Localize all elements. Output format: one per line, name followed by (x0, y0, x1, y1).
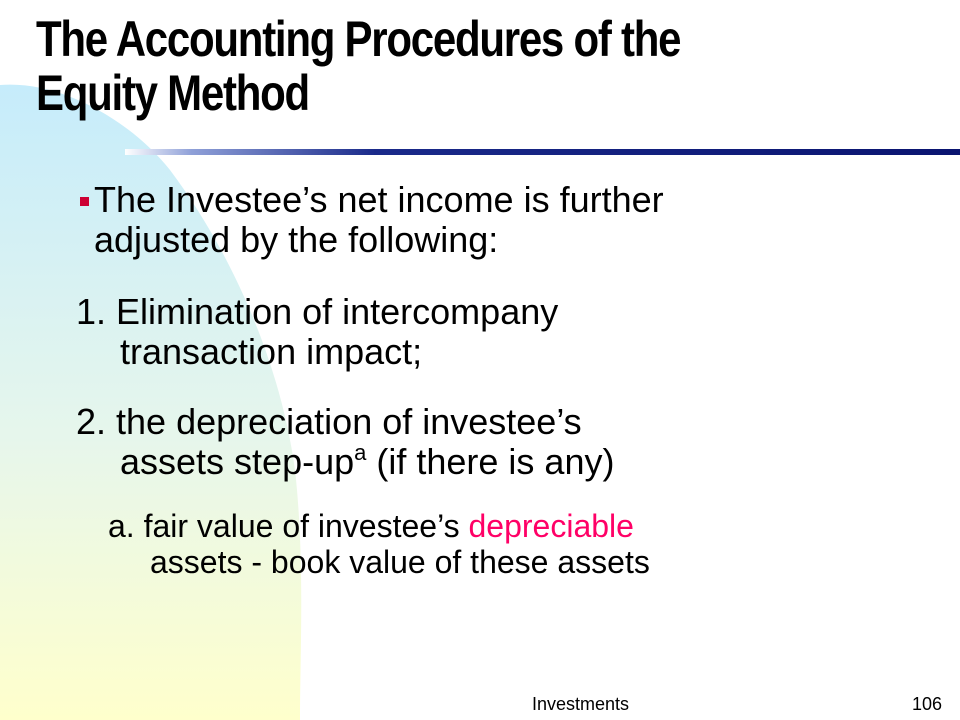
list-item-2 (76, 402, 936, 482)
bullet-line-2: adjusted by the following: (94, 219, 499, 260)
footer-label: Investments (532, 694, 630, 714)
title-line-2: Equity Method (36, 65, 309, 121)
footnote-highlight: depreciable (468, 508, 634, 544)
title-underline-rule (125, 147, 960, 157)
item-2-line-2 (76, 442, 936, 482)
bullet-line-1: The Investee’s net income is further (94, 179, 664, 220)
title-line-1: The Accounting Procedures of the (36, 11, 681, 67)
footnote-prefix: a. fair value of investee’s (108, 508, 469, 544)
slide-title (36, 12, 792, 120)
main-bullet (78, 180, 938, 260)
item-2-line-2-b: (if there is any) (366, 441, 615, 482)
item-2-line-2-a: assets step-up (120, 441, 355, 482)
footnote-line-2: assets - book value of these assets (150, 544, 650, 580)
list-item-1 (76, 292, 936, 372)
item-1-line-1: 1. Elimination of intercompany (76, 291, 559, 332)
item-1-line-2: transaction impact; (120, 331, 423, 372)
square-bullet-icon (80, 197, 89, 206)
item-2-line-1: 2. the depreciation of investee’s (76, 401, 582, 442)
footnote (108, 508, 928, 580)
page-number: 106 (912, 694, 943, 714)
footnote-marker: a (354, 440, 367, 465)
